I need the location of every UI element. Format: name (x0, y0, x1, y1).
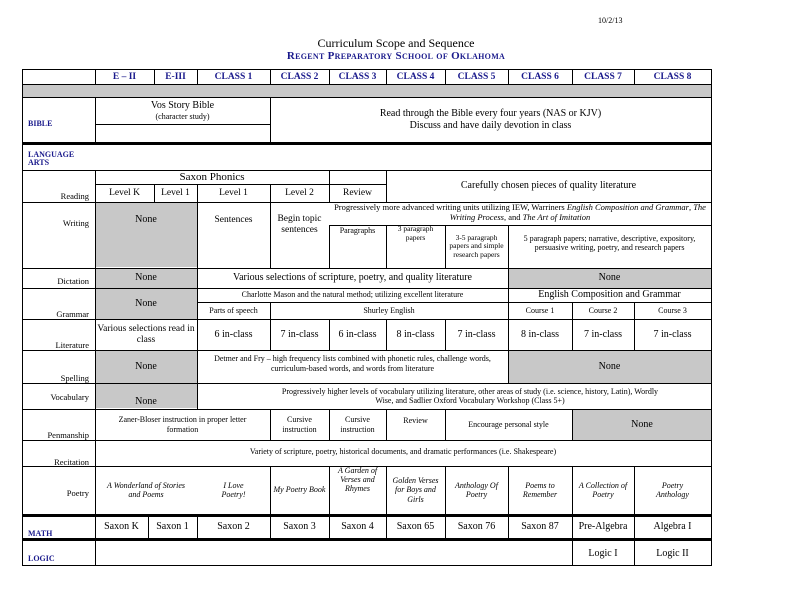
subject-logic: LOGIC (28, 554, 55, 563)
literature-class7: 7 in-class (583, 328, 623, 340)
grammar-course-1: Course 1 (525, 305, 555, 315)
math-class2: Saxon 3 (283, 521, 316, 533)
document-date: 10/2/13 (598, 16, 623, 25)
writing-book-process: The Writing Process (449, 202, 706, 222)
subject-bible: BIBLE (28, 119, 53, 128)
penmanship-review: Review (403, 416, 428, 426)
penmanship-encourage: Encourage personal style (468, 419, 549, 429)
school-name: Regent Preparatory School of Oklahoma (286, 50, 506, 62)
writing-book-imitation: The Art of Imitation (522, 211, 591, 222)
literature-class3: 6 in-class (338, 328, 377, 340)
penmanship-none: None (631, 418, 653, 430)
reading-quality-literature: Carefully chosen pieces of quality literature (460, 180, 637, 192)
spelling-none-left: None (135, 360, 157, 372)
row-label-writing: Writing (62, 218, 89, 228)
writing-book-warriners: English Composition and Grammar (566, 202, 689, 212)
math-class7: Pre-Algebra (578, 521, 628, 533)
poetry-early: A Wonderland of Stories and Poems (106, 480, 185, 499)
bible-vos-story (95, 97, 270, 124)
writing-none: None (135, 214, 157, 226)
poetry-class2: My Poetry Book (273, 485, 326, 495)
writing-three-five-paragraph: 3-5 paragraph papers and simple research papers (449, 232, 504, 259)
writing-paragraphs: Paragraphs (339, 226, 376, 236)
row-label-penmanship: Penmanship (47, 430, 89, 440)
reading-level-2: Level 2 (285, 187, 314, 198)
bible-vos-title: Vos Story Bible (150, 100, 215, 112)
poetry-class5: Anthology Of Poetry (455, 480, 498, 499)
col-header-class3: CLASS 3 (338, 71, 377, 82)
logic-class8: Logic II (656, 548, 689, 560)
grammar-course-2: Course 2 (588, 305, 618, 315)
literature-class4: 8 in-class (396, 328, 435, 340)
math-class8: Algebra I (653, 521, 692, 533)
col-header-class1: CLASS 1 (214, 71, 253, 82)
poetry-class1: I Love Poetry! (221, 480, 246, 499)
literature-class6: 8 in-class (520, 328, 560, 340)
writing-progressive-text-1: Progressively more advanced writing units utilizing IEW, Warriners (334, 202, 567, 212)
col-header-e3: E-III (165, 71, 186, 82)
dictation-none-right: None (598, 272, 621, 284)
math-e3: Saxon 1 (156, 521, 189, 533)
row-label-poetry: Poetry (66, 488, 89, 498)
bible-read-through: Read through the Bible every four years (NAS or KJV) (379, 108, 602, 119)
logic-class7: Logic I (588, 548, 618, 560)
writing-progressive-text-3: , and (503, 211, 523, 222)
recitation-variety: Variety of scripture, poetry, historical documents, and dramatic performances (i.e. Shakespeare) (249, 447, 557, 456)
subject-math: MATH (28, 529, 53, 538)
col-header-class4: CLASS 4 (396, 71, 435, 82)
col-header-class7: CLASS 7 (584, 71, 622, 82)
writing-sentences: Sentences (214, 214, 253, 225)
poetry-class6: Poems to Remember (522, 480, 558, 499)
row-label-recitation: Recitation (54, 457, 89, 467)
col-header-class8: CLASS 8 (653, 71, 692, 82)
vocabulary-none: None (135, 396, 157, 408)
reading-level-k: Level K (109, 187, 140, 198)
poetry-class3: A Garden of Verses and Rhymes (337, 466, 378, 494)
writing-progressive (329, 202, 711, 225)
poetry-class7: A Collection of Poetry (578, 480, 628, 499)
dictation-none-left: None (135, 272, 157, 284)
literature-class5: 7 in-class (457, 328, 496, 340)
reading-level-1b: Level 1 (219, 187, 248, 198)
col-header-class6: CLASS 6 (521, 71, 559, 82)
literature-various: Various selections read in class (97, 323, 195, 345)
bible-vos-sub: (character study) (155, 111, 210, 121)
row-label-vocabulary: Vocabulary (50, 392, 89, 402)
math-class5: Saxon 76 (457, 521, 496, 533)
grammar-none: None (135, 297, 157, 309)
grammar-english-composition: English Composition and Grammar (538, 289, 681, 301)
spelling-detmer-fry: Detmer and Fry – high frequency lists combined with phonetic rules, challenge words, curriculum-based words, and words from literature (214, 354, 491, 373)
math-e2: Saxon K (104, 521, 139, 533)
bible-reading-plan (270, 97, 711, 142)
writing-three-paragraph: 3 paragraph papers (397, 224, 434, 242)
subject-language-arts: LANGUAGE ARTS (28, 150, 75, 168)
math-class3: Saxon 4 (341, 521, 374, 533)
math-class1: Saxon 2 (217, 521, 250, 533)
page-title: Curriculum Scope and Sequence (317, 36, 475, 50)
col-header-class2: CLASS 2 (280, 71, 319, 82)
math-class6: Saxon 87 (521, 521, 559, 533)
penmanship-cursive-class3: Cursive instruction (340, 415, 375, 434)
grammar-course-3: Course 3 (658, 305, 687, 315)
header-gray-band (23, 85, 712, 97)
bible-devotion: Discuss and have daily devotion in class (409, 119, 572, 131)
writing-five-paragraph: 5 paragraph papers; narrative, descriptive, expository, persuasive writing, poetry, and research papers (523, 233, 696, 252)
row-label-literature: Literature (55, 340, 89, 350)
literature-class1: 6 in-class (214, 328, 253, 340)
reading-level-1a: Level 1 (161, 187, 190, 198)
literature-class8: 7 in-class (653, 328, 692, 340)
row-label-dictation: Dictation (57, 276, 89, 286)
literature-class2: 7 in-class (280, 328, 319, 340)
row-label-spelling: Spelling (60, 373, 89, 383)
row-label-reading: Reading (60, 191, 89, 201)
row-label-grammar: Grammar (56, 309, 89, 319)
grammar-shurley-english: Shurley English (363, 305, 415, 315)
dictation-various: Various selections of scripture, poetry, and quality literature (233, 272, 472, 284)
poetry-class8: Poetry Anthology (656, 480, 689, 499)
vocabulary-progressive: Progressively higher levels of vocabulary utilizing literature, other areas of study (i.e. science, history, Latin), Wordly Wise, and Sadlier Oxford Vocabulary Workshop (Class 5+) (281, 386, 659, 405)
math-class4: Saxon 65 (396, 521, 435, 533)
col-header-e2: E – II (112, 71, 137, 82)
writing-begin-topic: Begin topic sentences (277, 214, 322, 235)
poetry-class4: Golden Verses for Boys and Girls (392, 476, 439, 504)
spelling-none-right: None (598, 360, 621, 372)
penmanship-cursive-class2: Cursive instruction (282, 415, 317, 434)
grammar-charlotte-mason: Charlotte Mason and the natural method; utilizing excellent literature (241, 290, 464, 300)
grammar-parts-of-speech: Parts of speech (209, 305, 258, 315)
reading-saxon-phonics: Saxon Phonics (179, 170, 245, 183)
writing-progressive-text-2: , (688, 202, 694, 212)
penmanship-zaner-bloser: Zaner-Bloser instruction in proper letter formation (118, 415, 247, 434)
col-header-class5: CLASS 5 (457, 71, 496, 82)
reading-review: Review (342, 187, 373, 198)
